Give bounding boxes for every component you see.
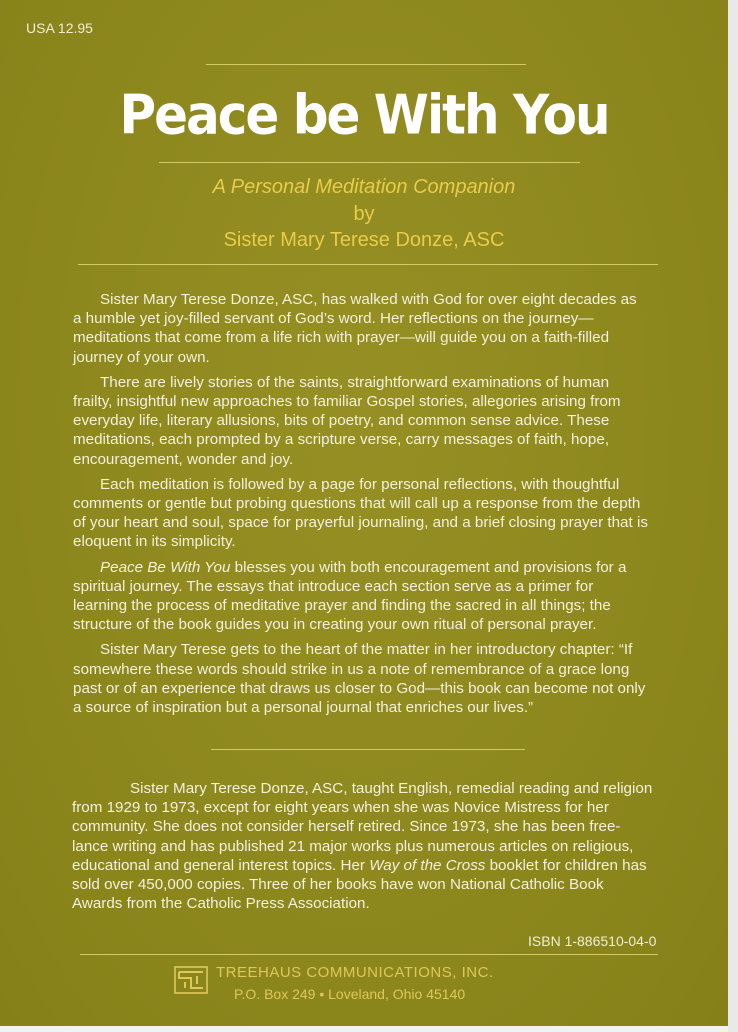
book-title: Peace be With You [119,83,609,147]
publisher-name: TREEHAUS COMMUNICATIONS, INC. [216,964,494,981]
title-rule [159,162,580,163]
bio-rule [211,749,525,750]
treehaus-logo-icon [174,966,208,994]
author-name: Sister Mary Terese Donze, ASC [223,229,505,251]
bio-paragraph: Sister Mary Terese Donze, ASC, taught English, remedial reading and religion from 1929 to 1973, except for eight years when she was Novice Mistress for her community. She does not consider herself retired. Since 1973, she has been free-lance writing and has published 21 major works plus numerous articles on religious, educational and general interest topics. Her Way of the Cross booklet for children has sold over 450,000 copies. Three of her books have won National Catholic Book Awards from the Catholic Press Association. [72,780,653,913]
publisher-rule [80,954,658,955]
price-label: USA 12.95 [26,20,93,36]
isbn: ISBN 1-886510-04-0 [528,933,657,949]
description-paragraph: Peace Be With You blesses you with both encouragement and provisions for a spiritual journey. The essays that introduce each section serve as a primer for learning the process of meditative prayer and finding the sacred in all things; the structure of the book guides you in creating your own ritual of personal prayer. [73,558,627,634]
author-rule [78,264,658,265]
by-line: by [353,203,375,225]
description-paragraph: Sister Mary Terese gets to the heart of the matter in her introductory chapter: “If somewhere these words should strike in us a note of remembrance of a grace long past or of an experience that draws us closer to God—this book can become not only a source of inspiration but a personal journal that enriches our lives.” [73,641,646,717]
page-edge [728,0,738,1032]
publisher-address: P.O. Box 249 • Loveland, Ohio 45140 [234,986,466,1002]
top-rule [206,64,526,65]
description-paragraph: Each meditation is followed by a page for personal reflections, with thoughtful comments or gentle but probing questions that will call up a response from the depth of your heart and soul, space for prayerful journaling, and a brief closing prayer that is eloquent in its simplicity. [73,475,648,551]
description-paragraph: There are lively stories of the saints, straightforward examinations of human frailty, insightful new approaches to familiar Gospel stories, allegories arising from everyday life, literary allusions, bits of poetry, and common sense advice. These meditations, each prompted by a scripture verse, carry messages of faith, hope, encouragement, wonder and joy. [73,373,621,468]
author-bio [72,779,654,913]
subtitle: A Personal Meditation Companion [212,176,516,198]
description-paragraph: Sister Mary Terese Donze, ASC, has walked with God for over eight decades as a humble yet joy-filled servant of God’s word. Her reflections on the journey—meditations that come from a life rich with prayer—will guide you on a faith-filled journey of your own. [73,291,637,366]
description [73,290,649,723]
